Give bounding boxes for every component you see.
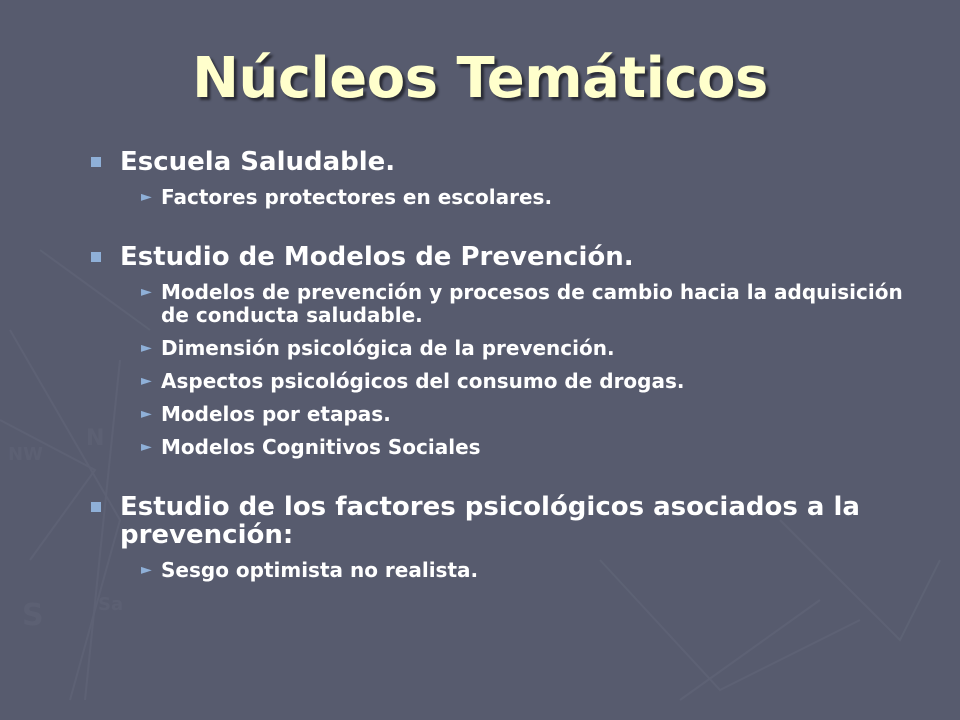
- list-item: [88, 559, 928, 582]
- section-heading-text: Escuela Saludable.: [120, 147, 396, 177]
- svg-text:N: N: [86, 426, 105, 451]
- list-item: [88, 337, 928, 360]
- list-item-text: Modelos de prevención y procesos de cambio hacia la adquisición de conducta saludable.: [161, 280, 903, 327]
- list-item-text: Modelos por etapas.: [161, 402, 391, 426]
- section-heading-text: Estudio de Modelos de Prevención.: [120, 242, 634, 272]
- slide-title: Núcleos Temáticos: [192, 46, 768, 111]
- list-item: [88, 281, 928, 327]
- list-item: [88, 186, 928, 209]
- svg-text:NW: NW: [8, 444, 43, 465]
- square-bullet-icon: [91, 157, 101, 167]
- section-heading-text: Estudio de los factores psicológicos asociados a la prevención:: [120, 492, 860, 550]
- square-bullet-icon: [91, 502, 101, 512]
- arrow-bullet-icon: ►: [141, 439, 152, 455]
- svg-text:S: S: [22, 598, 44, 633]
- list-item-text: Sesgo optimista no realista.: [161, 558, 479, 582]
- bullet-list: [88, 148, 928, 582]
- section-heading: [88, 148, 928, 176]
- list-item-text: Modelos Cognitivos Sociales: [161, 435, 481, 459]
- arrow-bullet-icon: ►: [141, 340, 152, 356]
- arrow-bullet-icon: ►: [141, 406, 152, 422]
- list-item: [88, 403, 928, 426]
- arrow-bullet-icon: ►: [141, 284, 152, 300]
- arrow-bullet-icon: ►: [141, 373, 152, 389]
- list-item-text: Aspectos psicológicos del consumo de drogas.: [161, 369, 685, 393]
- section-heading: [88, 493, 928, 549]
- list-item-text: Dimensión psicológica de la prevención.: [161, 336, 615, 360]
- list-item-text: Factores protectores en escolares.: [161, 185, 553, 209]
- list-item: [88, 436, 928, 459]
- list-item: [88, 370, 928, 393]
- arrow-bullet-icon: ►: [141, 562, 152, 578]
- square-bullet-icon: [91, 252, 101, 262]
- section-heading: [88, 243, 928, 271]
- svg-text:Sa: Sa: [98, 594, 124, 615]
- arrow-bullet-icon: ►: [141, 189, 152, 205]
